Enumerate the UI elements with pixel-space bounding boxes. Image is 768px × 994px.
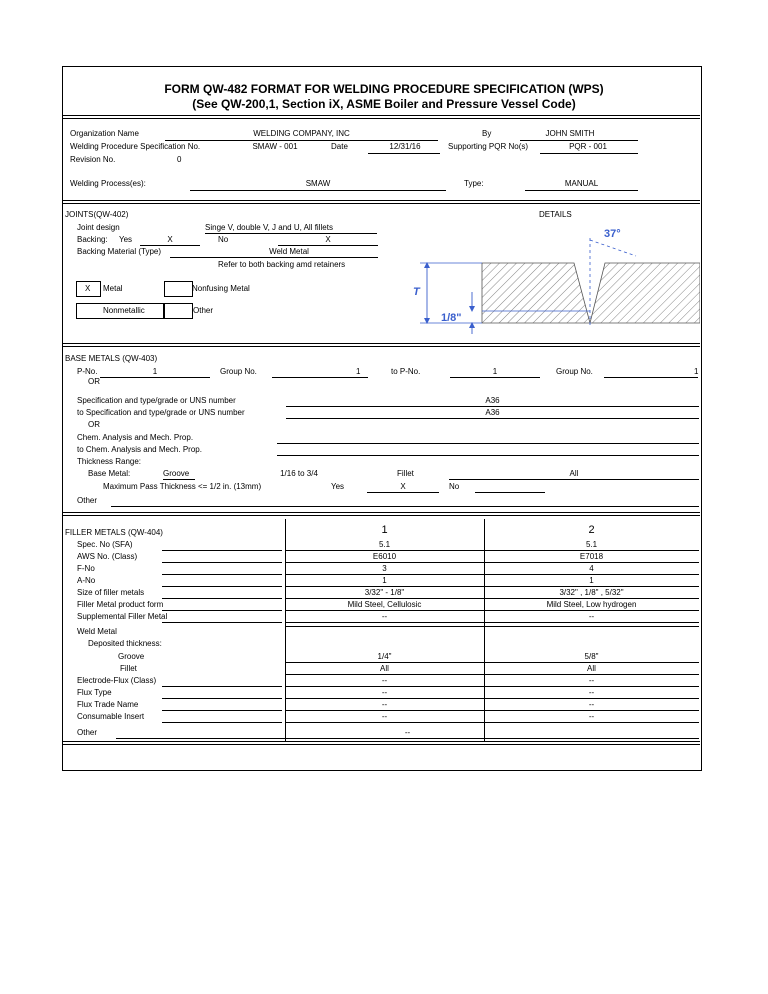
other-checkbox[interactable] xyxy=(164,303,193,319)
pqr-label: Supporting PQR No(s) xyxy=(448,142,529,151)
pno-label: P-No. xyxy=(77,367,98,376)
divider xyxy=(62,115,700,116)
pqr-value: PQR - 001 xyxy=(569,142,607,151)
filler-row-value-1: 3/32" - 1/8" xyxy=(364,588,405,597)
to-pno-label: to P-No. xyxy=(391,367,421,376)
plate-right xyxy=(590,263,700,323)
weld-metal-label: Weld Metal xyxy=(77,627,117,636)
filler-row-label-underline xyxy=(162,698,282,699)
base-other-label: Other xyxy=(77,496,98,505)
group2-label: Group No. xyxy=(556,367,593,376)
org-label: Organization Name xyxy=(70,129,139,138)
filler-row-label-underline xyxy=(162,622,282,623)
metal-label: Metal xyxy=(103,284,123,293)
other-label: Other xyxy=(193,306,214,315)
or-label: OR xyxy=(88,377,100,386)
filler-groove-underline xyxy=(285,662,699,663)
backing-yes-mark[interactable]: X xyxy=(167,235,173,244)
date-label: Date xyxy=(331,142,348,151)
details-label: DETAILS xyxy=(539,210,572,219)
filler-row-label-underline xyxy=(162,610,282,611)
filler-row-label: AWS No. (Class) xyxy=(77,552,138,561)
filler-row-label: Size of filler metals xyxy=(77,588,145,597)
filler-row-value-1: E6010 xyxy=(372,552,397,561)
filler-row-label: Flux Trade Name xyxy=(77,700,139,709)
base-metals-heading: BASE METALS (QW-403) xyxy=(65,354,158,363)
to-spec-underline xyxy=(286,418,699,419)
backing-material-underline xyxy=(170,257,378,258)
filler-fillet-v2: All xyxy=(587,664,596,673)
backing-material-label: Backing Material (Type) xyxy=(77,247,162,256)
filler-row-value-1: 3 xyxy=(382,564,387,573)
by-label: By xyxy=(482,129,492,138)
spec-label: Specification and type/grade or UNS number xyxy=(77,396,236,405)
filler-row-value-1: 1 xyxy=(382,576,387,585)
angle-label: 37° xyxy=(604,228,621,240)
filler-row-underline xyxy=(285,610,699,611)
backing-note: Refer to both backing amd retainers xyxy=(218,260,346,269)
weld-metal-divider xyxy=(285,626,699,627)
chem-label: Chem. Analysis and Mech. Prop. xyxy=(77,433,194,442)
group-underline xyxy=(272,377,368,378)
max-pass-yes-mark[interactable]: X xyxy=(400,482,406,491)
max-pass-yes-underline xyxy=(367,492,439,493)
divider xyxy=(62,512,700,513)
deposited-label: Deposited thickness: xyxy=(88,639,162,648)
filler-row-value-2: -- xyxy=(588,712,595,721)
to-chem-underline xyxy=(277,455,699,456)
filler-row-value-2: -- xyxy=(588,612,595,621)
backing-label: Backing: xyxy=(77,235,108,244)
filler-row-value-2: E7018 xyxy=(579,552,604,561)
gap-label: 1/8" xyxy=(441,312,462,324)
filler-row-value-1: 5.1 xyxy=(378,540,391,549)
filler-row-underline xyxy=(285,574,699,575)
plate-left xyxy=(482,263,590,323)
date-underline xyxy=(368,153,440,154)
backing-no-underline xyxy=(278,245,378,246)
spec-underline xyxy=(286,406,699,407)
filler-row-label: Electrode-Flux (Class) xyxy=(77,676,157,685)
rev-value: 0 xyxy=(177,155,182,164)
group2-value: 1 xyxy=(694,367,699,376)
filler-row-label-underline xyxy=(162,574,282,575)
metal-mark: X xyxy=(85,284,91,293)
process-value: SMAW xyxy=(305,179,331,188)
filler-row-underline xyxy=(285,622,699,623)
max-pass-no-label: No xyxy=(449,482,460,491)
base-other-underline xyxy=(111,506,699,507)
by-value: JOHN SMITH xyxy=(545,129,595,138)
max-pass-yes-label: Yes xyxy=(331,482,345,491)
form-subtitle: (See QW-200,1, Section iX, ASME Boiler and Pressure Vessel Code) xyxy=(192,97,576,111)
type-underline xyxy=(525,190,638,191)
groove-label: Groove xyxy=(163,469,190,478)
pqr-underline xyxy=(540,153,638,154)
divider xyxy=(62,741,700,742)
filler-row-label-underline xyxy=(162,598,282,599)
process-underline xyxy=(190,190,446,191)
filler-fillet-v1: All xyxy=(380,664,389,673)
backing-no-mark[interactable]: X xyxy=(325,235,331,244)
filler-row-label: Supplemental Filler Metal xyxy=(77,612,168,621)
filler-row-value-1: Mild Steel, Cellulosic xyxy=(347,600,422,609)
org-underline xyxy=(165,140,438,141)
rev-label: Revision No. xyxy=(70,155,116,164)
filler-row-value-2: -- xyxy=(588,700,595,709)
filler-fillet-underline xyxy=(285,674,699,675)
pno-underline xyxy=(100,377,210,378)
fillet-value: All xyxy=(569,469,579,478)
to-pno-value: 1 xyxy=(492,367,498,376)
chem-underline xyxy=(277,443,699,444)
to-chem-label: to Chem. Analysis and Mech. Prop. xyxy=(77,445,202,454)
groove-value: 1/16 to 3/4 xyxy=(280,469,318,478)
divider xyxy=(62,343,700,344)
or-label: OR xyxy=(88,420,100,429)
filler-row-label: Flux Type xyxy=(77,688,112,697)
filler-row-underline xyxy=(285,698,699,699)
filler-row-value-1: -- xyxy=(381,688,388,697)
filler-other-value: -- xyxy=(404,728,411,737)
divider xyxy=(62,200,700,201)
filler-row-value-2: -- xyxy=(588,688,595,697)
wps-label: Welding Procedure Specification No. xyxy=(70,142,201,151)
filler-row-value-2: 4 xyxy=(589,564,594,573)
filler-heading: FILLER METALS (QW-404) xyxy=(65,528,163,537)
filler-row-label: A-No xyxy=(77,576,96,585)
joint-design-label: Joint design xyxy=(77,223,120,232)
to-pno-underline xyxy=(450,377,540,378)
type-label: Type: xyxy=(464,179,484,188)
filler-row-label-underline xyxy=(162,686,282,687)
divider xyxy=(62,744,700,745)
backing-no-label: No xyxy=(218,235,229,244)
wps-value: SMAW - 001 xyxy=(252,142,298,151)
to-spec-value: A36 xyxy=(485,408,500,417)
joint-design-value: Singe V, double V, J and U, All fillets xyxy=(205,223,333,232)
filler-row-label: Filler Metal product form xyxy=(77,600,164,609)
filler-other-label: Other xyxy=(77,728,98,737)
filler-row-value-1: -- xyxy=(381,700,388,709)
backing-material-value: Weld Metal xyxy=(269,247,309,256)
max-pass-label: Maximum Pass Thickness <= 1/2 in. (13mm) xyxy=(103,482,262,491)
filler-row-label-underline xyxy=(162,710,282,711)
filler-row-value-2: -- xyxy=(588,676,595,685)
fillet-underline xyxy=(449,479,699,480)
filler-row-underline xyxy=(285,586,699,587)
filler-groove-v1: 1/4" xyxy=(377,652,392,661)
divider xyxy=(62,346,700,347)
filler-row-label-underline xyxy=(162,562,282,563)
group2-underline xyxy=(604,377,698,378)
filler-row-underline xyxy=(285,710,699,711)
filler-col2-header: 2 xyxy=(588,524,595,536)
group-value: 1 xyxy=(356,367,361,376)
filler-row-underline xyxy=(285,686,699,687)
joint-detail-drawing xyxy=(400,218,700,348)
t-label: T xyxy=(413,286,420,298)
group-label: Group No. xyxy=(220,367,257,376)
joints-heading: JOINTS(QW-402) xyxy=(65,210,129,219)
groove-underline xyxy=(163,479,195,480)
filler-row-value-1: -- xyxy=(381,712,388,721)
divider xyxy=(62,515,700,516)
process-label: Welding Process(es): xyxy=(70,179,146,188)
filler-row-label: Consumable Insert xyxy=(77,712,145,721)
to-spec-label: to Specification and type/grade or UNS number xyxy=(77,408,245,417)
filler-row-label-underline xyxy=(162,550,282,551)
filler-row-underline xyxy=(285,550,699,551)
by-underline xyxy=(520,140,638,141)
pno-value: 1 xyxy=(152,367,158,376)
filler-groove-v2: 5/8" xyxy=(584,652,599,661)
base-metal-label: Base Metal: xyxy=(88,469,131,478)
backing-yes-underline xyxy=(140,245,200,246)
filler-row-label: F-No xyxy=(77,564,95,573)
thickness-label: Thickness Range: xyxy=(77,457,142,466)
filler-row-label: Spec. No (SFA) xyxy=(77,540,133,549)
spec-value: A36 xyxy=(485,396,500,405)
nonmetallic-label: Nonmetallic xyxy=(103,306,145,315)
nonfusing-label: Nonfusing Metal xyxy=(192,284,250,293)
date-value: 12/31/16 xyxy=(389,142,421,151)
filler-row-value-2: Mild Steel, Low hydrogen xyxy=(546,600,637,609)
filler-row-value-2: 5.1 xyxy=(585,540,598,549)
divider xyxy=(62,118,700,119)
filler-row-value-2: 3/32" , 1/8" , 5/32" xyxy=(559,588,624,597)
filler-row-underline xyxy=(285,598,699,599)
filler-row-underline xyxy=(285,722,699,723)
filler-row-label-underline xyxy=(162,722,282,723)
filler-row-value-2: 1 xyxy=(589,576,594,585)
filler-groove-label: Groove xyxy=(118,652,145,661)
joint-design-underline xyxy=(205,233,377,234)
backing-yes-label: Yes xyxy=(119,235,133,244)
nonfusing-checkbox[interactable] xyxy=(164,281,193,297)
max-pass-no-underline xyxy=(475,492,545,493)
divider xyxy=(62,203,700,204)
filler-row-value-1: -- xyxy=(381,676,388,685)
filler-col1-header: 1 xyxy=(381,524,388,536)
filler-row-underline xyxy=(285,562,699,563)
filler-fillet-label: Fillet xyxy=(120,664,137,673)
org-value: WELDING COMPANY, INC xyxy=(253,129,350,138)
type-value: MANUAL xyxy=(564,179,599,188)
fillet-label: Fillet xyxy=(397,469,414,478)
filler-other-underline xyxy=(116,738,699,739)
form-title: FORM QW-482 FORMAT FOR WELDING PROCEDURE SPECIFICATION (WPS) xyxy=(164,82,604,96)
filler-row-label-underline xyxy=(162,586,282,587)
filler-row-value-1: -- xyxy=(381,612,388,621)
